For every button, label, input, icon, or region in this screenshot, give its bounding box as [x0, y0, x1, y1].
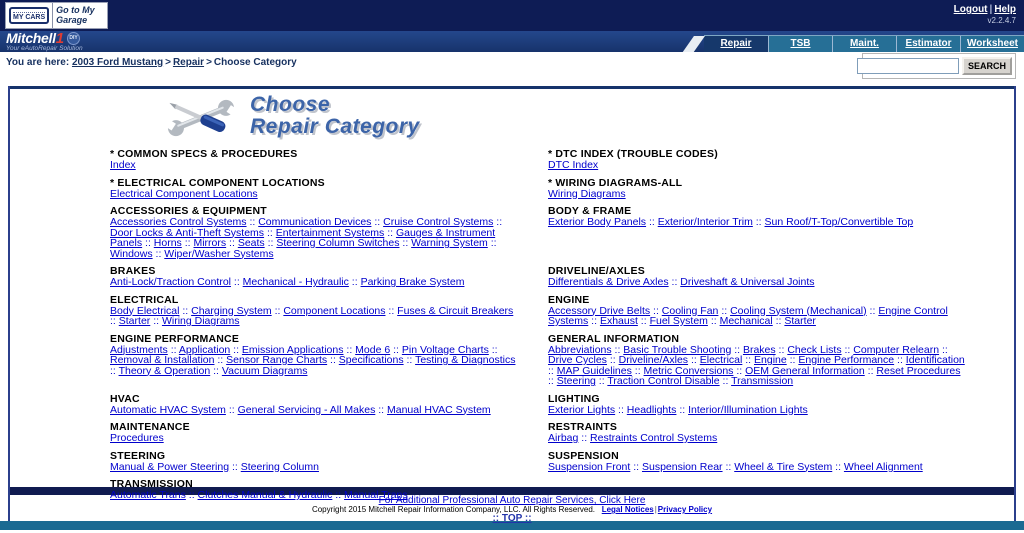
category-link-automatic-trans[interactable]: Automatic Trans — [110, 489, 186, 501]
link-separator: :: — [493, 216, 503, 228]
link-separator: :: — [731, 343, 743, 356]
brand-tagline: Your eAutoRepair Solution — [6, 45, 83, 52]
category-link-gauges-instrument-panels[interactable]: Gauges & Instrument Panels — [110, 226, 496, 249]
link-separator: :: — [707, 315, 720, 327]
link-separator: :: — [327, 354, 339, 366]
link-separator: :: — [676, 403, 689, 416]
category-link-entertainment-systems[interactable]: Entertainment Systems — [275, 226, 385, 239]
category-link-horns[interactable]: Horns — [153, 237, 182, 249]
link-separator: :: — [385, 304, 398, 317]
link-separator: :: — [939, 343, 948, 356]
breadcrumb-prefix: You are here: — [6, 57, 70, 68]
category-links — [548, 306, 966, 327]
category-section-hvac — [110, 394, 522, 416]
category-links — [110, 306, 522, 327]
category-heading: ACCESSORIES & EQUIPMENT — [110, 205, 267, 217]
category-heading: ENGINE — [548, 293, 590, 306]
category-link-manual-trans[interactable]: Manual Trans — [344, 489, 408, 501]
link-separator: :: — [650, 304, 662, 317]
category-link-vacuum-diagrams[interactable]: Vacuum Diagrams — [221, 364, 308, 377]
category-section-maintenance — [110, 422, 522, 444]
category-links — [548, 277, 966, 288]
category-link-accessories-control-systems[interactable]: Accessories Control Systems — [110, 216, 247, 228]
category-link-mechanical[interactable]: Mechanical — [719, 315, 773, 327]
category-section-wiring-diagrams-all — [548, 178, 966, 200]
category-link-wheel-tire-system[interactable]: Wheel & Tire System — [734, 460, 833, 473]
my-garage-button[interactable] — [5, 2, 108, 29]
link-separator: :: — [722, 460, 735, 473]
category-link-general-servicing-all-makes[interactable]: General Servicing - All Makes — [237, 403, 376, 416]
link-separator: :: — [375, 403, 387, 416]
link-separator: :: — [548, 375, 557, 387]
category-link-sun-roof-t-top-convertible-top[interactable]: Sun Roof/T-Top/Convertible Top — [764, 216, 914, 228]
page-header — [162, 94, 1014, 141]
footer-link-divider: | — [654, 505, 657, 514]
brand-one: 1 — [55, 30, 65, 47]
link-separator: :: — [214, 354, 227, 366]
category-section-engine — [548, 295, 966, 327]
category-section-accessories-equipment — [110, 206, 522, 259]
tab-worksheet[interactable]: Worksheet — [960, 36, 1024, 52]
mitchell1-logo — [6, 31, 83, 53]
category-link-mirrors[interactable]: Mirrors — [193, 237, 227, 249]
link-separator: :: — [348, 276, 361, 288]
link-separator: :: — [403, 354, 416, 366]
copyright-text: Copyright 2015 Mitchell Repair Information Company, LLC. All Rights Reserved. — [311, 505, 596, 514]
logout-link[interactable]: Logout — [953, 4, 988, 15]
link-separator: :: — [864, 364, 877, 377]
link-separator: :: — [866, 304, 879, 317]
category-link-removal-installation[interactable]: Removal & Installation — [110, 354, 215, 366]
category-heading: * WIRING DIAGRAMS-ALL — [548, 176, 683, 189]
category-link-dtc-index[interactable]: DTC Index — [548, 159, 599, 171]
category-link-wiper-washer-systems[interactable]: Wiper/Washer Systems — [164, 247, 274, 260]
category-link-basic-trouble-shooting[interactable]: Basic Trouble Shooting — [623, 343, 732, 356]
link-separator: :: — [150, 315, 162, 327]
category-link-drive-cycles[interactable]: Drive Cycles — [548, 354, 607, 366]
category-links — [110, 433, 522, 444]
link-separator: :: — [841, 343, 854, 356]
search-input[interactable] — [857, 58, 959, 74]
category-links — [548, 160, 966, 171]
category-link-check-lists[interactable]: Check Lists — [787, 343, 842, 356]
link-separator: :: — [606, 354, 619, 366]
category-link-body-electrical[interactable]: Body Electrical — [110, 304, 180, 317]
category-link-sensor-range-charts[interactable]: Sensor Range Charts — [226, 354, 328, 366]
category-link-steering-column[interactable]: Steering Column — [240, 460, 319, 473]
category-link-computer-relearn[interactable]: Computer Relearn — [853, 343, 940, 356]
category-heading: ENGINE PERFORMANCE — [110, 332, 240, 345]
search-button[interactable]: SEARCH — [962, 57, 1012, 75]
legal-notices-link[interactable]: Legal Notices — [601, 505, 654, 514]
category-link-driveshaft-universal-joints[interactable]: Driveshaft & Universal Joints — [680, 276, 815, 288]
category-link-oem-general-information[interactable]: OEM General Information — [745, 364, 865, 377]
link-separator: :: — [179, 304, 192, 317]
category-links — [110, 189, 522, 200]
link-separator: :: — [399, 237, 412, 249]
category-heading: DRIVELINE/AXLES — [548, 265, 645, 277]
category-link-accessory-drive-belts[interactable]: Accessory Drive Belts — [548, 304, 651, 317]
category-heading: HVAC — [110, 392, 140, 405]
wrench-screwdriver-icon — [162, 94, 240, 140]
category-links — [110, 462, 522, 473]
category-link-restraints-control-systems[interactable]: Restraints Control Systems — [590, 432, 718, 444]
category-link-exterior-lights[interactable]: Exterior Lights — [548, 403, 616, 416]
category-section-dtc-index-trouble-codes — [548, 149, 966, 171]
category-links — [548, 433, 966, 444]
category-links — [548, 189, 966, 200]
link-separator: :: — [225, 403, 238, 416]
tab-repair[interactable]: Repair — [704, 36, 768, 52]
category-link-driveline-axles[interactable]: Driveline/Axles — [618, 354, 689, 366]
link-separator: :: — [894, 354, 906, 366]
category-links — [110, 160, 522, 171]
category-section-electrical — [110, 295, 522, 327]
category-section-body-frame — [548, 206, 966, 259]
category-heading: * COMMON SPECS & PROCEDURES — [110, 148, 298, 160]
category-link-warning-system[interactable]: Warning System — [411, 237, 488, 249]
link-separator: :: — [110, 315, 119, 327]
category-heading: BODY & FRAME — [548, 205, 632, 217]
category-link-map-guidelines[interactable]: MAP Guidelines — [556, 364, 632, 377]
category-link-mechanical-hydraulic[interactable]: Mechanical - Hydraulic — [242, 276, 349, 288]
link-separator: :: — [615, 403, 627, 416]
link-separator: :: — [487, 237, 497, 249]
link-separator: :: — [142, 237, 154, 249]
category-grid — [110, 149, 1014, 508]
category-section-suspension — [548, 451, 966, 473]
top-link[interactable]: :: TOP :: — [492, 513, 532, 524]
category-link-engine[interactable]: Engine — [754, 354, 787, 366]
category-link-airbag[interactable]: Airbag — [548, 432, 579, 444]
link-separator: :: — [343, 343, 356, 356]
category-link-theory-operation[interactable]: Theory & Operation — [118, 364, 211, 377]
category-links — [548, 345, 966, 387]
link-separator: :: — [772, 315, 785, 327]
breadcrumb-items — [72, 57, 297, 68]
category-link-headlights[interactable]: Headlights — [626, 403, 677, 416]
link-separator: :: — [264, 226, 276, 239]
tab-maint[interactable]: Maint. — [832, 36, 896, 52]
brand-name: Mitchell — [6, 30, 56, 46]
link-separator: :: — [371, 216, 384, 228]
category-link-anti-lock-traction-control[interactable]: Anti-Lock/Traction Control — [110, 276, 231, 288]
category-link-identification[interactable]: Identification — [905, 354, 965, 366]
category-link-adjustments[interactable]: Adjustments — [110, 343, 168, 356]
category-heading: TRANSMISSION — [110, 478, 193, 490]
link-separator: :: — [742, 354, 755, 366]
category-links — [110, 277, 522, 288]
header-divider: | — [989, 4, 993, 15]
category-link-charging-system[interactable]: Charging System — [191, 304, 272, 317]
breadcrumb-separator: > — [165, 57, 171, 68]
help-link[interactable]: Help — [994, 4, 1016, 15]
top-bar — [0, 0, 1024, 31]
category-link-abbreviations[interactable]: Abbreviations — [548, 343, 612, 356]
category-link-component-locations[interactable]: Component Locations — [283, 304, 386, 317]
category-heading: * ELECTRICAL COMPONENT LOCATIONS — [110, 176, 325, 189]
category-link-starter[interactable]: Starter — [784, 315, 816, 327]
link-separator: :: — [786, 354, 799, 366]
privacy-policy-link[interactable]: Privacy Policy — [657, 505, 713, 514]
main-panel — [8, 86, 1016, 524]
category-heading: BRAKES — [110, 265, 156, 277]
version-label: v2.2.4.7 — [987, 16, 1016, 25]
category-link-suspension-rear[interactable]: Suspension Rear — [641, 460, 723, 473]
category-links — [110, 345, 522, 377]
breadcrumb-link-repair[interactable]: Repair — [172, 57, 205, 68]
breadcrumb-current: Choose Category — [213, 57, 297, 68]
category-link-reset-procedures[interactable]: Reset Procedures — [876, 364, 961, 377]
go-to-my-garage-label: Go to My Garage — [56, 5, 95, 25]
link-separator: :: — [719, 375, 732, 387]
category-link-parking-brake-system[interactable]: Parking Brake System — [360, 276, 465, 288]
category-link-steering[interactable]: Steering — [556, 375, 596, 387]
category-links — [548, 462, 966, 473]
link-separator: :: — [229, 460, 241, 473]
link-separator: :: — [185, 489, 198, 501]
category-link-transmission[interactable]: Transmission — [731, 375, 794, 387]
link-separator: :: — [230, 343, 242, 356]
category-link-exterior-body-panels[interactable]: Exterior Body Panels — [548, 216, 647, 228]
page-title: Choose Repair Category — [250, 93, 420, 138]
category-link-electrical-component-locations[interactable]: Electrical Component Locations — [110, 187, 258, 200]
link-separator: :: — [246, 216, 259, 228]
category-heading: GENERAL INFORMATION — [548, 332, 680, 345]
category-link-steering-column-switches[interactable]: Steering Column Switches — [276, 237, 400, 249]
category-link-communication-devices[interactable]: Communication Devices — [258, 216, 372, 228]
category-link-fuel-system[interactable]: Fuel System — [649, 315, 708, 327]
breadcrumb-separator: > — [206, 57, 212, 68]
link-separator: :: — [384, 226, 396, 239]
breadcrumb-band — [0, 52, 1024, 86]
link-separator: :: — [548, 364, 557, 377]
category-link-starter[interactable]: Starter — [118, 315, 151, 327]
category-link-automatic-hvac-system[interactable]: Automatic HVAC System — [110, 403, 226, 416]
category-link-cooling-fan[interactable]: Cooling Fan — [661, 304, 719, 317]
category-section-engine-performance — [110, 334, 522, 387]
category-link-testing-diagnostics[interactable]: Testing & Diagnostics — [415, 354, 516, 366]
brand-bar — [0, 31, 1024, 52]
my-cars-label: MY CARS — [13, 14, 46, 21]
category-heading: * DTC INDEX (TROUBLE CODES) — [548, 148, 718, 160]
category-section-restraints — [548, 422, 966, 444]
category-link-emission-applications[interactable]: Emission Applications — [241, 343, 344, 356]
tab-estimator[interactable]: Estimator — [896, 36, 960, 52]
link-separator: :: — [390, 343, 402, 356]
category-heading: ELECTRICAL — [110, 293, 179, 306]
license-plate-icon — [6, 3, 53, 28]
link-separator: :: — [637, 315, 650, 327]
category-section-steering — [110, 451, 522, 473]
category-link-seats[interactable]: Seats — [237, 237, 265, 249]
category-section-electrical-component-locations — [110, 178, 522, 200]
diy-badge-icon: DIY — [67, 32, 80, 45]
link-separator: :: — [775, 343, 788, 356]
category-link-cruise-control-systems[interactable]: Cruise Control Systems — [383, 216, 494, 228]
breadcrumb — [6, 57, 297, 68]
additional-services-link[interactable]: For Additional Professional Auto Repair Services, Click Here — [378, 495, 646, 506]
category-link-application[interactable]: Application — [178, 343, 231, 356]
link-separator: :: — [226, 237, 238, 249]
category-section-driveline-axles — [548, 266, 966, 288]
category-link-wiring-diagrams[interactable]: Wiring Diagrams — [548, 187, 626, 200]
link-separator: :: — [231, 276, 243, 288]
link-separator: :: — [630, 460, 642, 473]
category-heading: STEERING — [110, 449, 166, 462]
tab-tsb[interactable]: TSB — [768, 36, 832, 52]
category-section-common-specs-procedures — [110, 149, 522, 171]
category-link-exterior-interior-trim[interactable]: Exterior/Interior Trim — [657, 216, 753, 228]
link-separator: :: — [181, 237, 194, 249]
category-link-procedures[interactable]: Procedures — [110, 432, 164, 444]
link-separator: :: — [733, 364, 746, 377]
nav-tabs — [704, 35, 1024, 52]
category-link-mode-6[interactable]: Mode 6 — [355, 343, 391, 356]
category-links — [110, 405, 522, 416]
link-separator: :: — [488, 343, 498, 356]
link-separator: :: — [167, 343, 179, 356]
breadcrumb-link-2003-ford-mustang[interactable]: 2003 Ford Mustang — [71, 57, 164, 68]
category-link-clutches-manual-hydraulic[interactable]: Clutches Manual & Hydraulic — [197, 489, 333, 501]
category-section-brakes — [110, 266, 522, 288]
category-link-brakes[interactable]: Brakes — [742, 343, 776, 356]
category-heading: SUSPENSION — [548, 449, 619, 462]
link-separator: :: — [588, 315, 600, 327]
category-heading: MAINTENANCE — [110, 421, 190, 433]
search-box — [862, 53, 1016, 79]
category-link-engine-control-systems[interactable]: Engine Control Systems — [548, 304, 948, 327]
category-link-exhaust[interactable]: Exhaust — [599, 315, 638, 327]
link-separator: :: — [611, 343, 624, 356]
link-separator: :: — [595, 375, 608, 387]
category-link-manual-hvac-system[interactable]: Manual HVAC System — [387, 403, 491, 416]
category-link-manual-power-steering[interactable]: Manual & Power Steering — [110, 460, 230, 473]
category-link-index[interactable]: Index — [110, 159, 136, 171]
link-separator: :: — [718, 304, 731, 317]
category-heading: RESTRAINTS — [548, 421, 618, 433]
category-link-specifications[interactable]: Specifications — [338, 354, 404, 366]
link-separator: :: — [152, 247, 165, 260]
link-separator: :: — [631, 364, 644, 377]
category-link-door-locks-anti-theft-systems[interactable]: Door Locks & Anti-Theft Systems — [110, 226, 265, 239]
link-separator: :: — [110, 364, 119, 377]
category-section-lighting — [548, 394, 966, 416]
category-link-interior-illumination-lights[interactable]: Interior/Illumination Lights — [688, 403, 808, 416]
category-link-engine-performance[interactable]: Engine Performance — [798, 354, 895, 366]
category-link-metric-conversions[interactable]: Metric Conversions — [643, 364, 734, 377]
link-separator: :: — [646, 216, 658, 228]
link-separator: :: — [210, 364, 222, 377]
link-separator: :: — [264, 237, 277, 249]
category-links — [548, 217, 966, 228]
link-separator: :: — [668, 276, 681, 288]
category-link-pin-voltage-charts[interactable]: Pin Voltage Charts — [401, 343, 489, 356]
category-link-suspension-front[interactable]: Suspension Front — [548, 460, 631, 473]
link-separator: :: — [578, 432, 591, 444]
link-separator: :: — [752, 216, 765, 228]
category-links — [548, 405, 966, 416]
category-link-fuses-circuit-breakers[interactable]: Fuses & Circuit Breakers — [397, 304, 514, 317]
category-link-windows[interactable]: Windows — [110, 247, 153, 260]
category-link-cooling-system-mechanical[interactable]: Cooling System (Mechanical) — [730, 304, 867, 317]
category-link-differentials-drive-axles[interactable]: Differentials & Drive Axles — [548, 276, 669, 288]
category-link-traction-control-disable[interactable]: Traction Control Disable — [607, 375, 720, 387]
link-separator: :: — [332, 489, 345, 501]
link-separator: :: — [271, 304, 284, 317]
link-separator: :: — [688, 354, 700, 366]
category-link-wheel-alignment[interactable]: Wheel Alignment — [843, 460, 923, 473]
category-link-wiring-diagrams[interactable]: Wiring Diagrams — [161, 315, 240, 327]
category-link-electrical[interactable]: Electrical — [699, 354, 743, 366]
link-separator: :: — [832, 460, 844, 473]
category-heading: LIGHTING — [548, 392, 600, 405]
category-section-general-information — [548, 334, 966, 387]
category-links — [110, 217, 522, 259]
